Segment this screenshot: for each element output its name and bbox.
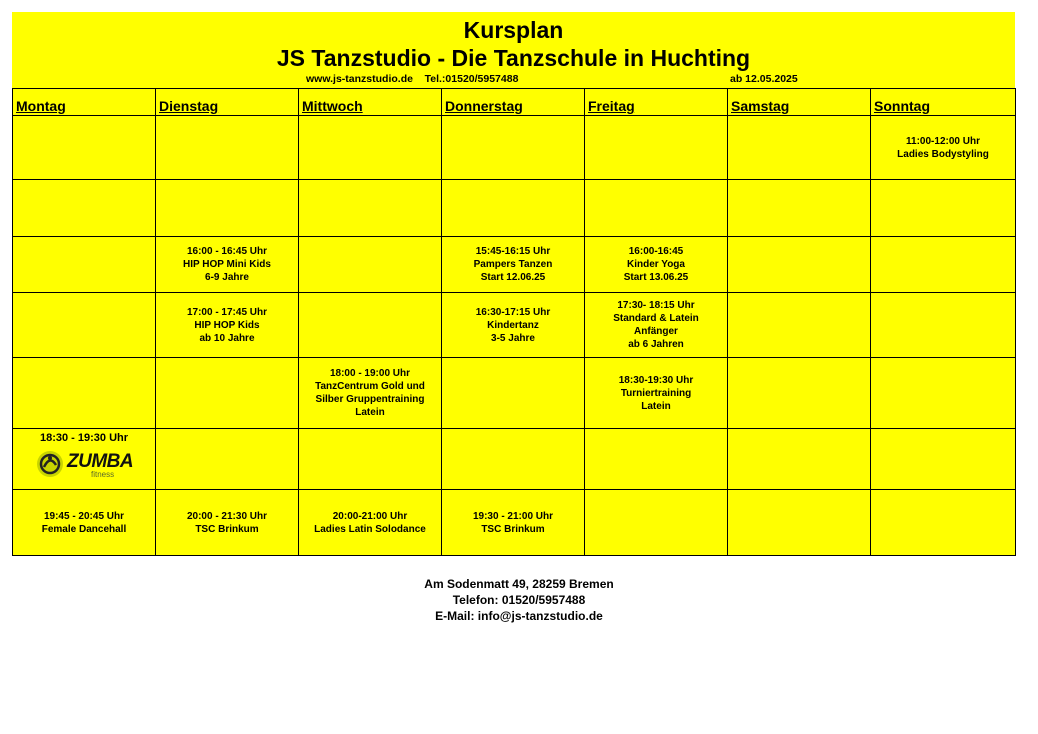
class-detail: Latein (641, 400, 671, 412)
schedule-cell (585, 358, 728, 429)
day-header-dienstag: Dienstag (156, 89, 299, 116)
email-line: E-Mail: info@js-tanzstudio.de (435, 609, 603, 623)
schedule-row (13, 429, 1016, 490)
class-time: 18:30 - 19:30 Uhr (39, 432, 129, 444)
class-detail: 3-5 Jahre (491, 332, 535, 344)
day-header-montag: Montag (13, 89, 156, 116)
day-header-mittwoch: Mittwoch (299, 89, 442, 116)
schedule-cell (299, 358, 442, 429)
zumba-figure-icon (35, 449, 65, 479)
day-header-sonntag: Sonntag (871, 89, 1016, 116)
schedule-cell (156, 116, 299, 180)
day-header-donnerstag: Donnerstag (442, 89, 585, 116)
class-detail: Turniertraining (620, 387, 692, 399)
class-detail: ab 6 Jahren (628, 339, 684, 350)
schedule-cell (871, 490, 1016, 556)
class-detail: ab 10 Jahre (199, 332, 255, 344)
class-detail: Pampers Tanzen (473, 259, 553, 270)
schedule-cell (585, 116, 728, 180)
schedule-cell (442, 490, 585, 556)
schedule-cell (13, 490, 156, 556)
class-detail: Kindertanz (487, 319, 539, 331)
schedule-cell (156, 358, 299, 429)
schedule-cell (871, 293, 1016, 358)
zumba-subtext: fitness (91, 470, 115, 479)
schedule-cell (156, 180, 299, 237)
day-header-samstag: Samstag (728, 89, 871, 116)
schedule-cell (728, 180, 871, 237)
schedule-table (12, 88, 1016, 556)
schedule-cell (442, 293, 585, 358)
schedule-cell (442, 180, 585, 237)
schedule-cell (13, 180, 156, 237)
class-detail: TSC Brinkum (481, 523, 545, 535)
class-detail: TanzCentrum Gold und (315, 381, 425, 392)
schedule-cell (585, 237, 728, 293)
class-time: 16:00 - 16:45 Uhr (186, 246, 268, 257)
class-detail: 6-9 Jahre (205, 272, 249, 283)
class-detail: Ladies Bodystyling (897, 148, 989, 160)
schedule-cell (585, 293, 728, 358)
schedule-cell (728, 429, 871, 490)
contact-line: www.js-tanzstudio.de Tel.:01520/5957488 (306, 73, 519, 85)
schedule-cell (13, 358, 156, 429)
class-detail: Latein (355, 407, 385, 418)
studio-name: JS Tanzstudio - Die Tanzschule in Huchting (276, 45, 751, 71)
class-time: 15:45-16:15 Uhr (475, 246, 551, 257)
class-time: 19:30 - 21:00 Uhr (472, 510, 554, 522)
class-time: 20:00 - 21:30 Uhr (186, 510, 268, 522)
class-detail: Anfänger (634, 326, 678, 337)
class-time: 18:00 - 19:00 Uhr (329, 368, 411, 379)
schedule-cell (13, 429, 156, 490)
class-time: 16:30-17:15 Uhr (475, 306, 551, 318)
class-detail: TSC Brinkum (195, 523, 259, 535)
schedule-cell (13, 237, 156, 293)
schedule-cell (13, 293, 156, 358)
schedule-row (13, 237, 1016, 293)
schedule-cell (871, 180, 1016, 237)
class-time: 17:30- 18:15 Uhr (617, 300, 695, 311)
schedule-sheet (12, 12, 1015, 556)
class-time: 20:00-21:00 Uhr (332, 510, 408, 522)
schedule-cell (442, 358, 585, 429)
zumba-logo (35, 449, 134, 483)
phone-line: Telefon: 01520/5957488 (452, 593, 586, 607)
schedule-cell (442, 116, 585, 180)
class-detail: Start 12.06.25 (480, 272, 546, 283)
schedule-cell (871, 116, 1016, 180)
class-detail: Standard & Latein (613, 313, 699, 324)
zumba-wordmark: ZUMBA (67, 451, 134, 472)
schedule-cell (728, 490, 871, 556)
schedule-cell (728, 237, 871, 293)
schedule-cell (728, 358, 871, 429)
schedule-cell (156, 490, 299, 556)
schedule-cell (871, 429, 1016, 490)
schedule-cell (442, 237, 585, 293)
address-footer (0, 576, 1038, 624)
class-detail: Silber Gruppentraining (315, 394, 425, 405)
class-detail: Start 13.06.25 (623, 272, 689, 283)
class-time: 18:30-19:30 Uhr (618, 374, 694, 386)
schedule-row (13, 358, 1016, 429)
day-header-freitag: Freitag (585, 89, 728, 116)
address-line: Am Sodenmatt 49, 28259 Bremen (424, 577, 614, 591)
schedule-cell (299, 237, 442, 293)
schedule-cell (585, 180, 728, 237)
schedule-cell (156, 293, 299, 358)
schedule-cell (299, 180, 442, 237)
schedule-row (13, 180, 1016, 237)
schedule-cell (299, 490, 442, 556)
schedule-cell (442, 429, 585, 490)
schedule-row (13, 116, 1016, 180)
schedule-cell (13, 116, 156, 180)
schedule-cell (156, 429, 299, 490)
schedule-cell (728, 293, 871, 358)
class-detail: HIP HOP Kids (194, 319, 260, 331)
schedule-cell (299, 429, 442, 490)
schedule-cell (728, 116, 871, 180)
class-time: 16:00-16:45 (628, 246, 684, 257)
class-detail: Female Dancehall (41, 523, 127, 535)
schedule-row (13, 490, 1016, 556)
schedule-header (12, 12, 1015, 88)
class-detail: Ladies Latin Solodance (314, 523, 426, 535)
day-header-row (13, 89, 1016, 116)
schedule-cell (871, 237, 1016, 293)
class-detail: HIP HOP Mini Kids (183, 259, 271, 270)
schedule-cell (156, 237, 299, 293)
schedule-cell (871, 358, 1016, 429)
schedule-cell (585, 429, 728, 490)
class-time: 17:00 - 17:45 Uhr (186, 306, 268, 318)
page-title: Kursplan (463, 17, 564, 43)
class-time: 19:45 - 20:45 Uhr (43, 510, 125, 522)
class-detail: Kinder Yoga (627, 259, 685, 270)
schedule-cell (585, 490, 728, 556)
class-time: 11:00-12:00 Uhr (906, 135, 980, 147)
schedule-cell (299, 116, 442, 180)
schedule-cell (299, 293, 442, 358)
schedule-row (13, 293, 1016, 358)
valid-from-date: ab 12.05.2025 (730, 73, 798, 85)
